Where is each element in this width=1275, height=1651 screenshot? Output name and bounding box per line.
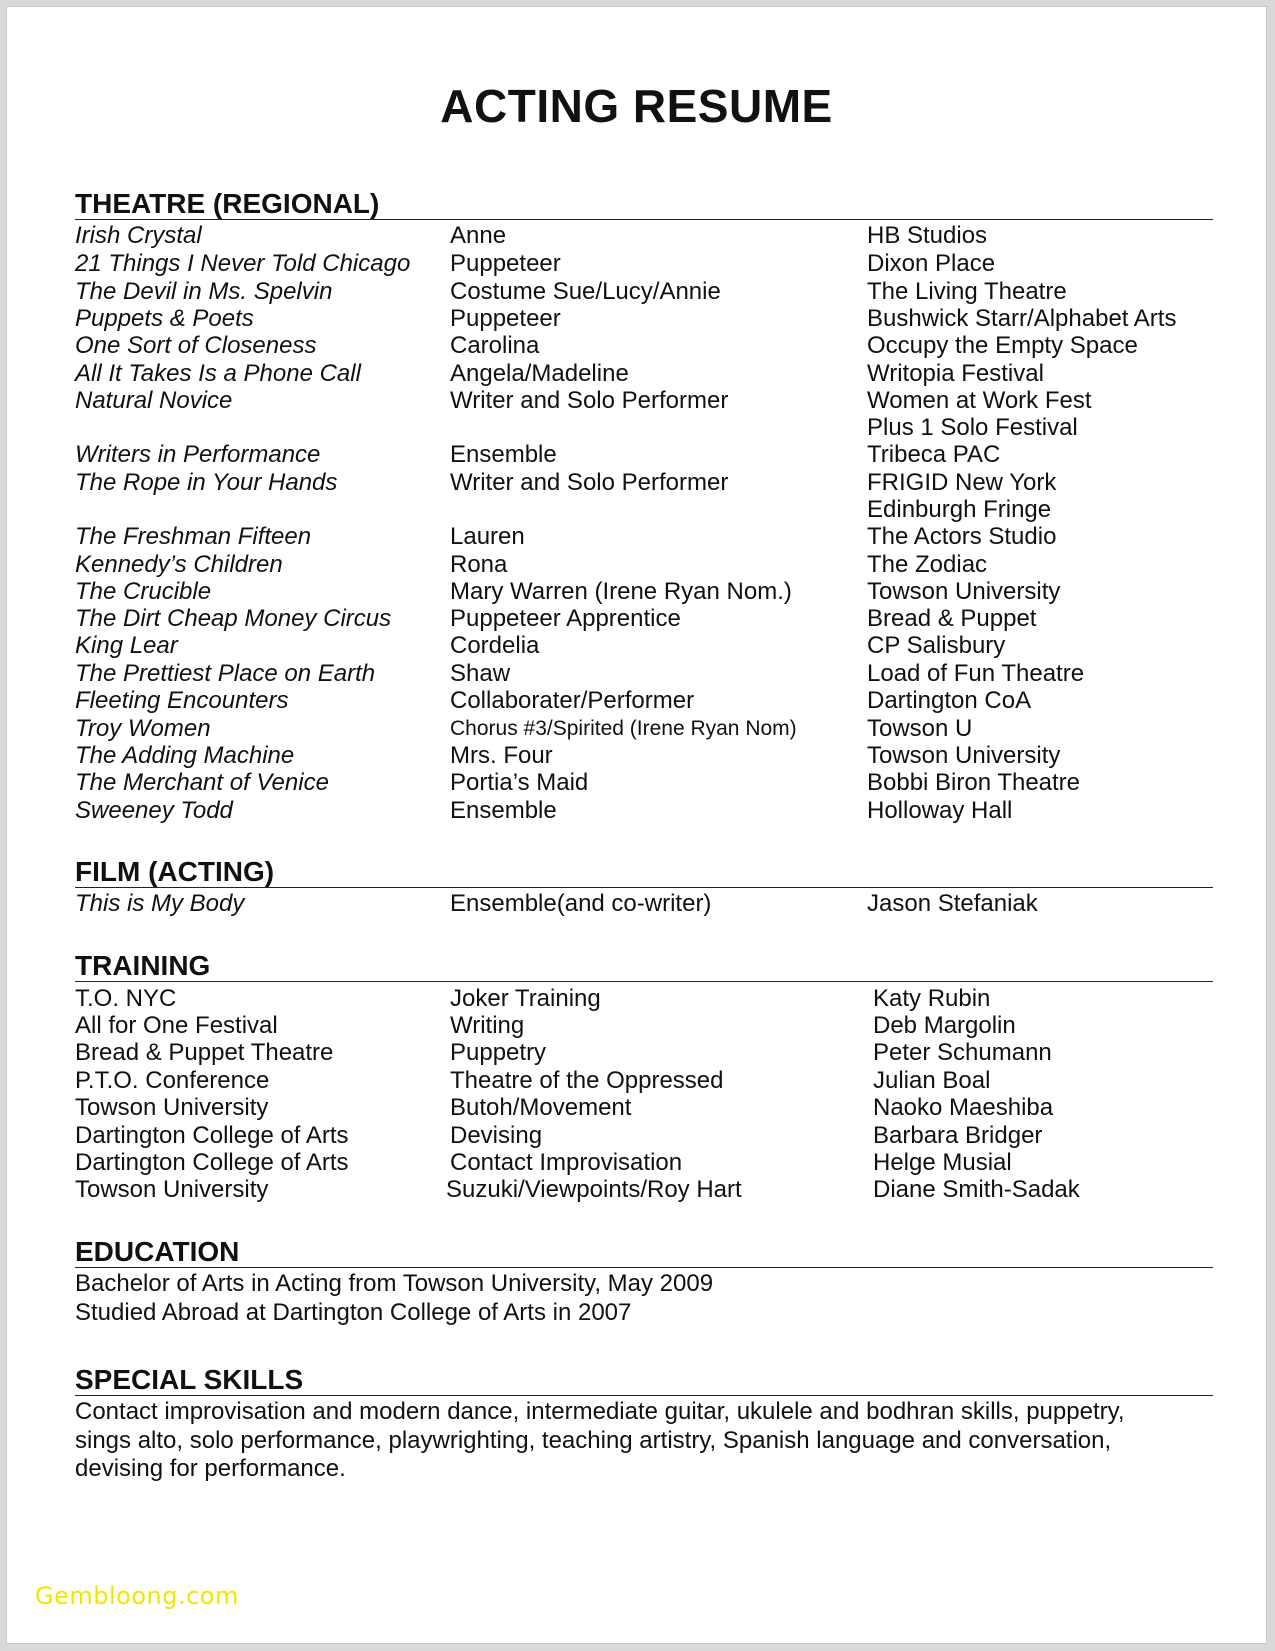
subject: Puppetry bbox=[450, 1039, 547, 1066]
teacher: Peter Schumann bbox=[873, 1039, 1052, 1066]
theatre-row bbox=[75, 441, 1215, 469]
training-row bbox=[75, 1176, 1215, 1204]
theatre-row bbox=[75, 496, 1215, 524]
resume-page bbox=[6, 6, 1267, 1644]
venue: Bushwick Starr/Alphabet Arts bbox=[867, 305, 1177, 332]
role: Lauren bbox=[450, 523, 525, 550]
subject: Joker Training bbox=[450, 985, 601, 1012]
venue: Towson University bbox=[867, 742, 1061, 769]
show-title: The Prettiest Place on Earth bbox=[75, 660, 376, 687]
show-title: The Devil in Ms. Spelvin bbox=[75, 278, 333, 305]
role: Ensemble bbox=[450, 797, 557, 824]
show-title: Natural Novice bbox=[75, 387, 233, 414]
venue: Holloway Hall bbox=[867, 797, 1013, 824]
school: Dartington College of Arts bbox=[75, 1122, 349, 1149]
theatre-row bbox=[75, 742, 1215, 770]
venue: The Zodiac bbox=[867, 551, 988, 578]
teacher: Helge Musial bbox=[873, 1149, 1012, 1176]
subject: Theatre of the Oppressed bbox=[450, 1067, 724, 1094]
role: Anne bbox=[450, 222, 507, 249]
theatre-row bbox=[75, 332, 1215, 360]
teacher: Katy Rubin bbox=[873, 985, 991, 1012]
venue: Bobbi Biron Theatre bbox=[867, 769, 1081, 796]
film-row bbox=[75, 890, 1215, 918]
school: Towson University bbox=[75, 1176, 269, 1203]
role: Mary Warren (Irene Ryan Nom.) bbox=[450, 578, 792, 605]
venue: Bread & Puppet bbox=[867, 605, 1037, 632]
show-title: Writers in Performance bbox=[75, 441, 321, 468]
role: Puppeteer Apprentice bbox=[450, 605, 681, 632]
role: Mrs. Four bbox=[450, 742, 553, 769]
venue: Dartington CoA bbox=[867, 687, 1032, 714]
school: T.O. NYC bbox=[75, 985, 177, 1012]
education-line: Studied Abroad at Dartington College of Arts in 2007 bbox=[75, 1298, 632, 1326]
subject: Butoh/Movement bbox=[450, 1094, 632, 1121]
role: Cordelia bbox=[450, 632, 540, 659]
theatre-row bbox=[75, 523, 1215, 551]
venue: Edinburgh Fringe bbox=[867, 496, 1052, 523]
skills-heading: SPECIAL SKILLS bbox=[75, 1365, 1213, 1396]
theatre-heading: THEATRE (REGIONAL) bbox=[75, 189, 1213, 220]
film-heading: FILM (ACTING) bbox=[75, 857, 1213, 888]
show-title: Troy Women bbox=[75, 715, 211, 742]
role: Portia’s Maid bbox=[450, 769, 589, 796]
theatre-row bbox=[75, 278, 1215, 306]
subject: Writing bbox=[450, 1012, 525, 1039]
subject: Contact Improvisation bbox=[450, 1149, 683, 1176]
theatre-row bbox=[75, 360, 1215, 388]
venue: Dixon Place bbox=[867, 250, 996, 277]
teacher: Naoko Maeshiba bbox=[873, 1094, 1054, 1121]
education-text bbox=[75, 1270, 1215, 1327]
role: Carolina bbox=[450, 332, 540, 359]
theatre-row bbox=[75, 769, 1215, 797]
show-title: King Lear bbox=[75, 632, 178, 659]
show-title: The Merchant of Venice bbox=[75, 769, 329, 796]
training-row bbox=[75, 1067, 1215, 1095]
role: Shaw bbox=[450, 660, 511, 687]
venue: HB Studios bbox=[867, 222, 988, 249]
film-title: This is My Body bbox=[75, 890, 245, 917]
watermark: Gembloong.com bbox=[35, 1582, 239, 1610]
training-row bbox=[75, 985, 1215, 1013]
theatre-row bbox=[75, 305, 1215, 333]
skills-text bbox=[75, 1398, 1215, 1484]
school: Bread & Puppet Theatre bbox=[75, 1039, 334, 1066]
show-title: Puppets & Poets bbox=[75, 305, 254, 332]
role: Angela/Madeline bbox=[450, 360, 629, 387]
role: Writer and Solo Performer bbox=[450, 469, 729, 496]
director: Jason Stefaniak bbox=[867, 890, 1038, 917]
subject: Devising bbox=[450, 1122, 543, 1149]
venue: The Living Theatre bbox=[867, 278, 1067, 305]
venue: Writopia Festival bbox=[867, 360, 1044, 387]
venue: FRIGID New York bbox=[867, 469, 1057, 496]
subject: Suzuki/Viewpoints/Roy Hart bbox=[446, 1176, 742, 1203]
school: P.T.O. Conference bbox=[75, 1067, 270, 1094]
skills-line: devising for performance. bbox=[75, 1455, 346, 1482]
theatre-row bbox=[75, 414, 1215, 442]
school: Dartington College of Arts bbox=[75, 1149, 349, 1176]
teacher: Deb Margolin bbox=[873, 1012, 1016, 1039]
theatre-row bbox=[75, 797, 1215, 825]
venue: Towson U bbox=[867, 715, 973, 742]
skills-line: sings alto, solo performance, playwrighting, teaching artistry, Spanish language and conversation, bbox=[75, 1426, 1112, 1454]
training-row bbox=[75, 1012, 1215, 1040]
theatre-row bbox=[75, 605, 1215, 633]
role: Puppeteer bbox=[450, 250, 561, 277]
school: Towson University bbox=[75, 1094, 269, 1121]
skills-line: Contact improvisation and modern dance, intermediate guitar, ukulele and bodhran skills, puppetry, bbox=[75, 1398, 1125, 1425]
school: All for One Festival bbox=[75, 1012, 278, 1039]
show-title: Kennedy’s Children bbox=[75, 551, 283, 578]
show-title: Fleeting Encounters bbox=[75, 687, 289, 714]
teacher: Diane Smith-Sadak bbox=[873, 1176, 1080, 1203]
theatre-row bbox=[75, 687, 1215, 715]
role: Puppeteer bbox=[450, 305, 561, 332]
venue: Load of Fun Theatre bbox=[867, 660, 1085, 687]
show-title: The Dirt Cheap Money Circus bbox=[75, 605, 392, 632]
role: Ensemble(and co-writer) bbox=[450, 890, 712, 917]
role: Writer and Solo Performer bbox=[450, 387, 729, 414]
theatre-row bbox=[75, 551, 1215, 579]
venue: CP Salisbury bbox=[867, 632, 1006, 659]
show-title: Irish Crystal bbox=[75, 222, 202, 249]
show-title: One Sort of Closeness bbox=[75, 332, 317, 359]
theatre-row bbox=[75, 578, 1215, 606]
education-heading: EDUCATION bbox=[75, 1237, 1213, 1268]
venue: The Actors Studio bbox=[867, 523, 1057, 550]
show-title: Sweeney Todd bbox=[75, 797, 233, 824]
training-row bbox=[75, 1149, 1215, 1177]
training-row bbox=[75, 1039, 1215, 1067]
teacher: Barbara Bridger bbox=[873, 1122, 1043, 1149]
theatre-row bbox=[75, 715, 1215, 743]
training-row bbox=[75, 1122, 1215, 1150]
theatre-row bbox=[75, 222, 1215, 250]
role: Chorus #3/Spirited (Irene Ryan Nom) bbox=[450, 717, 797, 740]
venue: Tribeca PAC bbox=[867, 441, 1001, 468]
role: Collaborater/Performer bbox=[450, 687, 695, 714]
show-title: All It Takes Is a Phone Call bbox=[75, 360, 361, 387]
show-title: The Adding Machine bbox=[75, 742, 295, 769]
training-row bbox=[75, 1094, 1215, 1122]
venue: Plus 1 Solo Festival bbox=[867, 414, 1078, 441]
theatre-row bbox=[75, 250, 1215, 278]
show-title: The Crucible bbox=[75, 578, 212, 605]
role: Ensemble bbox=[450, 441, 557, 468]
show-title: 21 Things I Never Told Chicago bbox=[75, 250, 411, 277]
education-line: Bachelor of Arts in Acting from Towson University, May 2009 bbox=[75, 1270, 714, 1297]
theatre-row bbox=[75, 387, 1215, 415]
role: Rona bbox=[450, 551, 508, 578]
venue: Towson University bbox=[867, 578, 1061, 605]
page-title: ACTING RESUME bbox=[440, 80, 833, 132]
venue: Occupy the Empty Space bbox=[867, 332, 1138, 359]
show-title: The Rope in Your Hands bbox=[75, 469, 338, 496]
teacher: Julian Boal bbox=[873, 1067, 991, 1094]
show-title: The Freshman Fifteen bbox=[75, 523, 312, 550]
theatre-row bbox=[75, 632, 1215, 660]
theatre-row bbox=[75, 660, 1215, 688]
theatre-row bbox=[75, 469, 1215, 497]
training-heading: TRAINING bbox=[75, 951, 1213, 982]
venue: Women at Work Fest bbox=[867, 387, 1092, 414]
role: Costume Sue/Lucy/Annie bbox=[450, 278, 721, 305]
